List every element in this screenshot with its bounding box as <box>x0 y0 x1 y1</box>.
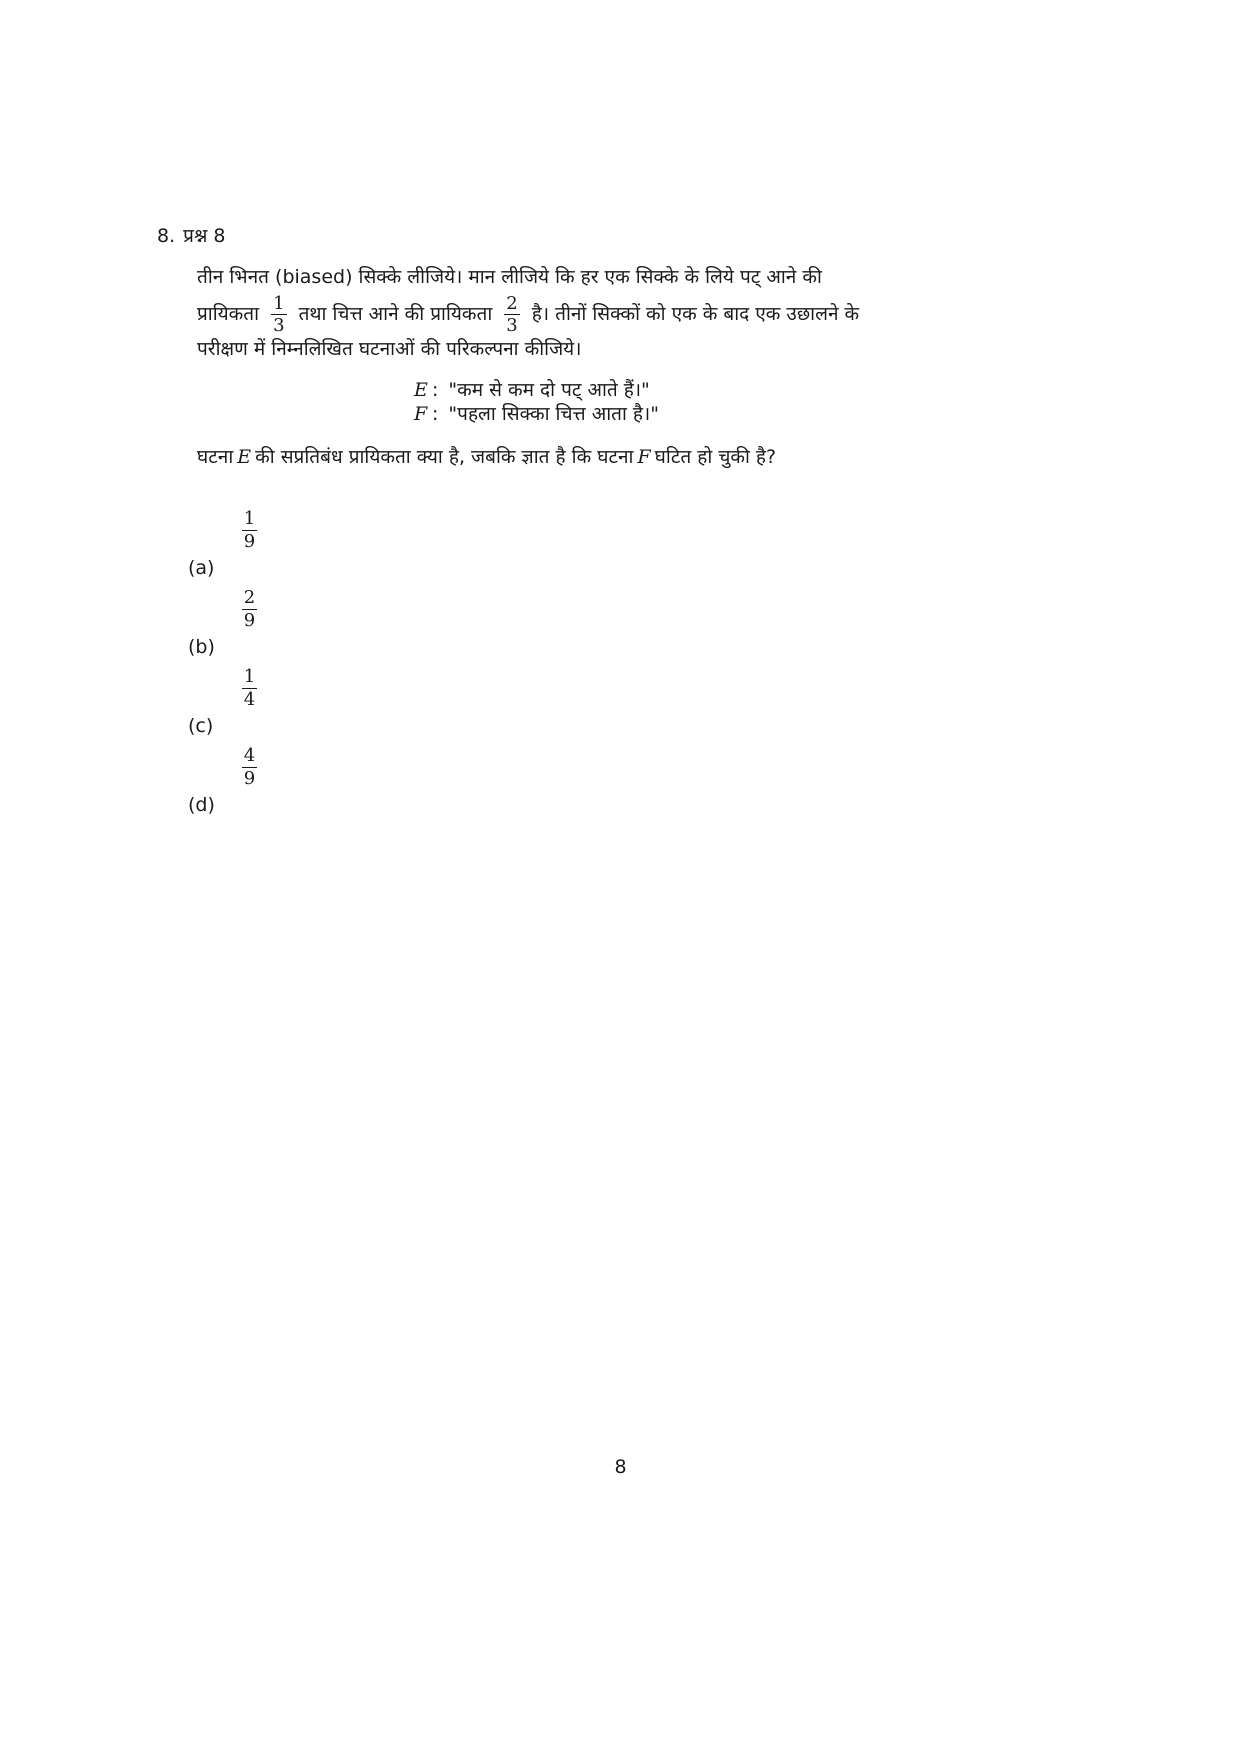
option-fraction <box>242 746 257 788</box>
tail-probability-fraction <box>504 294 519 335</box>
option-a[interactable] <box>188 509 388 579</box>
fraction-denominator: 9 <box>243 531 256 552</box>
question-number: 8. <box>157 225 176 247</box>
option-label: (a) <box>188 557 215 579</box>
option-fraction <box>242 509 257 551</box>
text-segment: है। तीनों सिक्कों को एक के बाद एक उछालने के <box>531 303 860 325</box>
text-segment: घटित हो चुकी है? <box>654 446 777 468</box>
text-segment: तथा चित्त आने की प्रायिकता <box>298 303 493 325</box>
event-text: "कम से कम दो पट् आते हैं।" <box>448 379 650 401</box>
question-text-line-3: परीक्षण में निम्नलिखित घटनाओं की परिकल्पना कीजिये। <box>197 338 582 360</box>
event-f <box>414 402 659 426</box>
question-title: प्रश्न 8 <box>183 225 226 247</box>
event-label: F <box>414 403 428 425</box>
text-segment: प्रायिकता <box>197 303 260 325</box>
fraction-numerator: 1 <box>243 508 256 529</box>
text-segment: घटना <box>197 446 234 468</box>
text-segment: की सप्रतिबंध प्रायिकता क्या है, जबकि ज्ञात है कि घटना <box>255 446 634 468</box>
fraction-numerator: 1 <box>243 666 256 687</box>
fraction-denominator: 3 <box>506 315 518 336</box>
page-number: 8 <box>614 1456 627 1478</box>
head-probability-fraction <box>271 294 286 335</box>
option-label: (b) <box>188 636 215 658</box>
option-label: (c) <box>188 715 214 737</box>
fraction-numerator: 2 <box>506 293 518 314</box>
event-colon: : <box>432 403 439 425</box>
fraction-numerator: 1 <box>273 293 285 314</box>
fraction-denominator: 9 <box>243 768 256 789</box>
question-prompt <box>197 442 776 472</box>
option-d[interactable] <box>188 746 388 816</box>
fraction-denominator: 9 <box>243 610 256 631</box>
event-label: E <box>414 379 428 401</box>
fraction-numerator: 4 <box>243 745 256 766</box>
option-c[interactable] <box>188 667 388 737</box>
option-label: (d) <box>188 794 215 816</box>
fraction-denominator: 3 <box>273 315 285 336</box>
variable-e: E <box>237 446 252 468</box>
event-colon: : <box>432 379 439 401</box>
question-heading <box>157 222 226 250</box>
fraction-numerator: 2 <box>243 587 256 608</box>
fraction-denominator: 4 <box>243 689 256 710</box>
event-text: "पहला सिक्का चित्त आता है।" <box>448 403 659 425</box>
question-text-line-1: तीन भिनत (biased) सिक्के लीजिये। मान लीजिये कि हर एक सिक्के के लिये पट् आने की <box>197 266 822 288</box>
option-fraction <box>242 667 257 709</box>
event-definitions <box>414 378 659 426</box>
option-b[interactable] <box>188 588 388 658</box>
question-text-line-2 <box>197 292 887 336</box>
variable-f: F <box>637 446 651 468</box>
event-e <box>414 378 659 402</box>
option-fraction <box>242 588 257 630</box>
